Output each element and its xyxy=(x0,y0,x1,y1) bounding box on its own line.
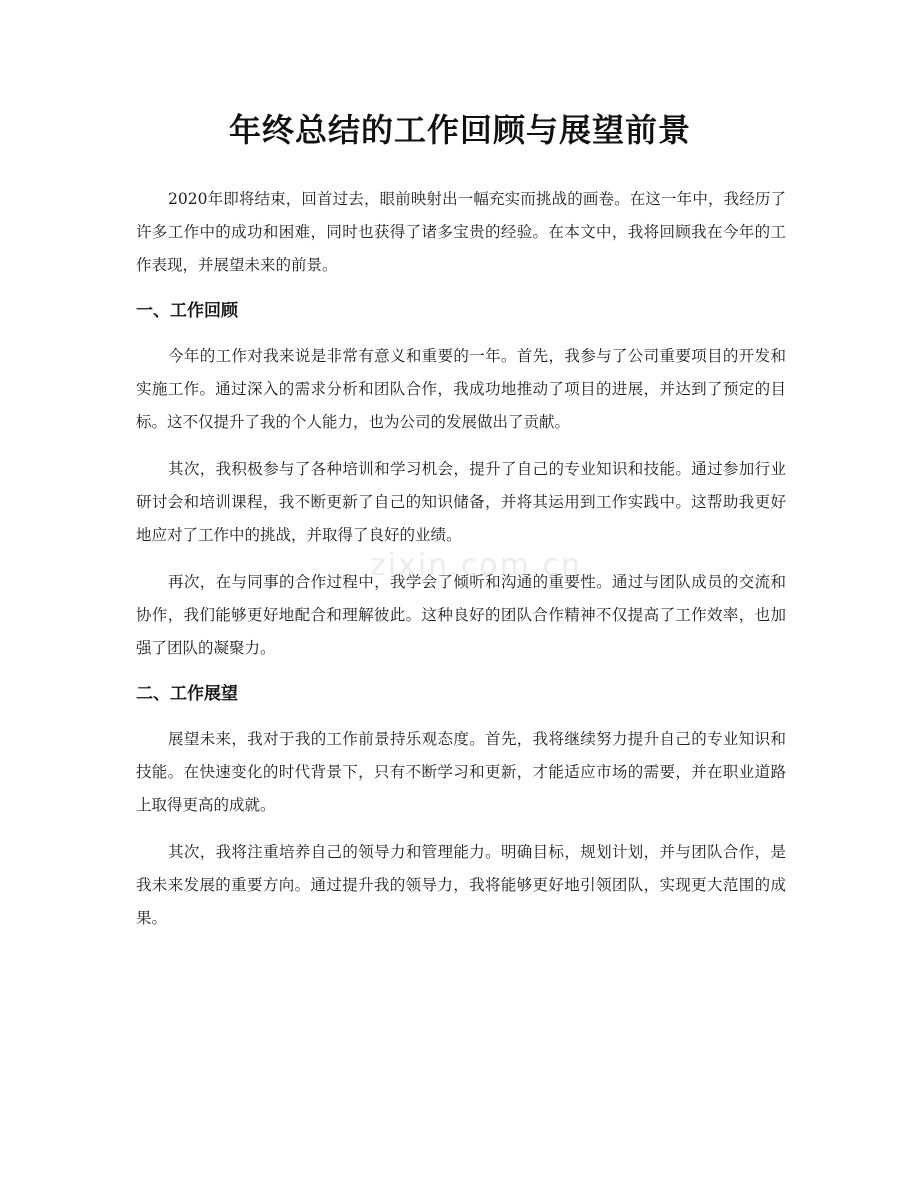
document-body xyxy=(136,183,786,949)
outlook-paragraph-1: 展望未来，我对于我的工作前景持乐观态度。首先，我将继续努力提升自己的专业知识和技能。在快速变化的时代背景下，只有不断学习和更新，才能适应市场的需要，并在职业道路上取得更高的成就。 xyxy=(136,730,786,814)
review-paragraph-1: 今年的工作对我来说是非常有意义和重要的一年。首先，我参与了公司重要项目的开发和实施工作。通过深入的需求分析和团队合作，我成功地推动了项目的进展，并达到了预定的目标。这不仅提升了我的个人能力，也为公司的发展做出了贡献。 xyxy=(136,347,786,431)
document-title: 年终总结的工作回顾与展望前景 xyxy=(228,111,691,149)
review-paragraph-2: 其次，我积极参与了各种培训和学习机会，提升了自己的专业知识和技能。通过参加行业研讨会和培训课程，我不断更新了自己的知识储备，并将其运用到工作实践中。这帮助我更好地应对了工作中的挑战，并取得了良好的业绩。 xyxy=(136,460,786,544)
outlook-paragraph-2: 其次，我将注重培养自己的领导力和管理能力。明确目标，规划计划，并与团队合作，是我未来发展的重要方向。通过提升我的领导力，我将能够更好地引领团队，实现更大范围的成果。 xyxy=(136,843,786,927)
watermark: zixin.com.cn xyxy=(370,548,582,583)
intro-paragraph: 2020年即将结束，回首过去，眼前映射出一幅充实而挑战的画卷。在这一年中，我经历了许多工作中的成功和困难，同时也获得了诸多宝贵的经验。在本文中，我将回顾我在今年的工作表现，并展望未来的前景。 xyxy=(136,190,786,274)
section-heading-outlook: 二、工作展望 xyxy=(136,684,238,704)
review-paragraph-3: 再次，在与同事的合作过程中，我学会了倾听和沟通的重要性。通过与团队成员的交流和协作，我们能够更好地配合和理解彼此。这种良好的团队合作精神不仅提高了工作效率，也加强了团队的凝聚力。 xyxy=(136,573,786,657)
section-heading-review: 一、工作回顾 xyxy=(136,301,238,321)
